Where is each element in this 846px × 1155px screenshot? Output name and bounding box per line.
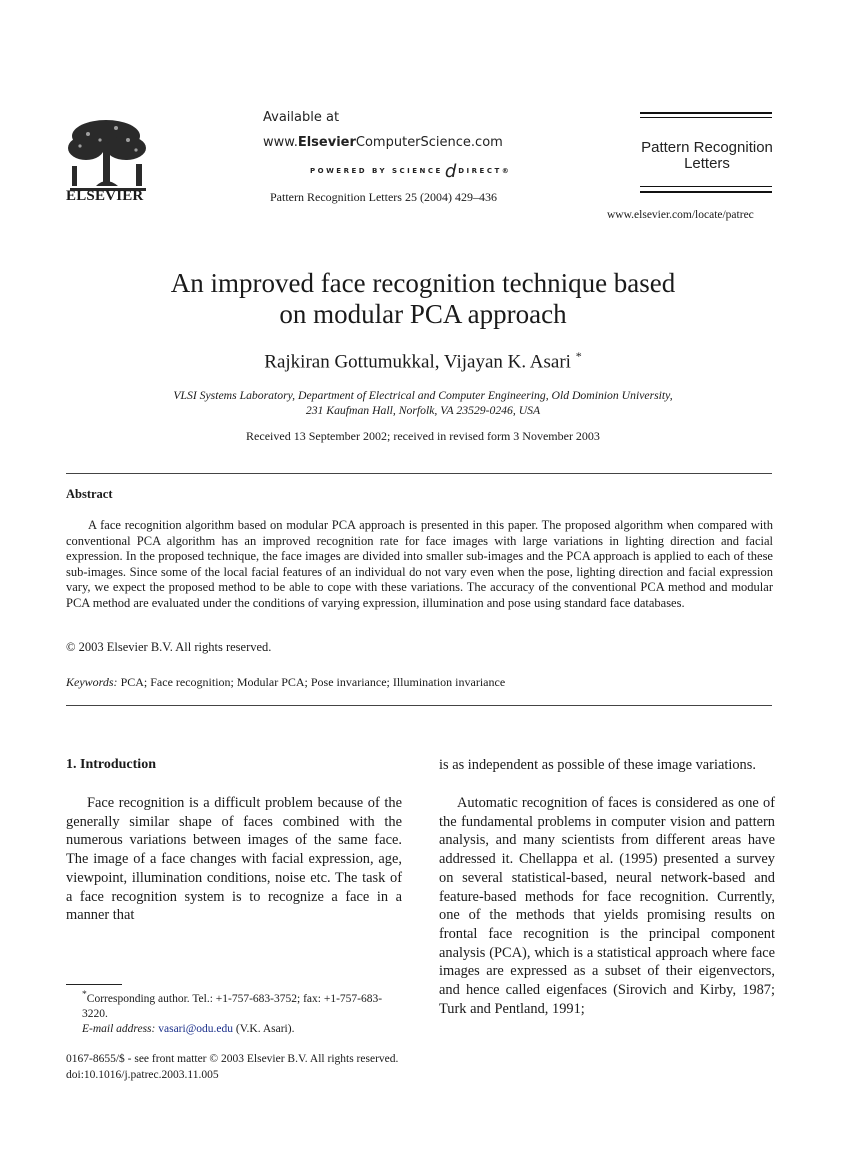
journal-logo-line1: Pattern Recognition (641, 139, 773, 156)
issn-line: 0167-8655/$ - see front matter © 2003 Elsevier B.V. All rights reserved. (66, 1053, 399, 1065)
sciencedirect-d-icon: d (444, 161, 457, 182)
affiliation-line1: VLSI Systems Laboratory, Department of Electrical and Computer Engineering, Old Dominion University, (173, 389, 673, 402)
keywords-list: PCA; Face recognition; Modular PCA; Pose invariance; Illumination invariance (120, 675, 506, 689)
front-matter-info (66, 1051, 398, 1083)
abstract-text: A face recognition algorithm based on modular PCA approach is presented in this paper. The proposed algorithm when compared with conventional PCA algorithm has an improved recognition rate for face images with large variations in lighting direction and facial expression. In the proposed technique, the face images are divided into smaller sub-images and the PCA approach is applied to each of these sub-images. Since some of the local facial features of an individual do not vary even when the pose, lighting direction and facial expression vary, we expect the proposed method to be able to cope with these variations. The accuracy of the conventional PCA method and modular PCA method are evaluated under the conditions of varying expression, illumination and pose using standard face databases. (66, 518, 773, 610)
author-affiliation (0, 388, 846, 418)
abstract-bottom-rule (66, 705, 772, 706)
keywords-label: Keywords: (66, 675, 118, 689)
article-title-line2: on modular PCA approach (279, 299, 567, 329)
intro-left-paragraph: Face recognition is a difficult problem because of the generally similar shape of faces combined with the numerous variations between images of the same face. The image of a face changes with facial expression, age, viewpoint, illumination conditions, noise etc. The task of a face recognition system is to recognize a face in a manner that (66, 795, 402, 924)
intro-right-paragraph-1: is as independent as possible of these image variations. (439, 757, 756, 773)
footnote-email-line (66, 1022, 404, 1037)
footnote-contact (66, 987, 404, 1022)
site-suffix: ComputerScience.com (355, 135, 503, 150)
journal-logo-rule-top (640, 112, 772, 114)
email-label: E-mail address: (82, 1022, 156, 1035)
keywords-line (66, 675, 505, 690)
available-at-label: Available at (263, 110, 340, 125)
email-suffix: (V.K. Asari). (235, 1022, 295, 1035)
journal-logo-line2: Letters (684, 155, 730, 172)
article-title-line1: An improved face recognition technique based (170, 268, 676, 298)
abstract-top-rule (66, 473, 772, 474)
email-link[interactable]: vasari@odu.edu (158, 1022, 234, 1035)
publisher-wordmark: ELSEVIER (66, 188, 144, 204)
doi-line[interactable]: doi:10.1016/j.patrec.2003.11.005 (66, 1069, 219, 1081)
footnote-mark: * (82, 989, 87, 1000)
journal-logo-title (640, 140, 774, 172)
author-names: Rajkiran Gottumukkal, Vijayan K. Asari (264, 351, 571, 373)
abstract-heading: Abstract (66, 487, 113, 501)
abstract-copyright: © 2003 Elsevier B.V. All rights reserved. (66, 640, 272, 654)
section-heading: 1. Introduction (66, 757, 156, 772)
site-prefix: www. (263, 135, 298, 150)
footnote-text: Corresponding author. Tel.: +1-757-683-3752; fax: +1-757-683-3220. (82, 992, 383, 1020)
article-authors (0, 349, 846, 373)
corresponding-author-footnote (66, 987, 404, 1037)
sciencedirect-site-link[interactable] (263, 135, 503, 150)
journal-logo-rule-top-thin (640, 117, 772, 118)
site-brand: Elsevier (297, 135, 356, 150)
powered-left: POWERED BY SCIENCE (310, 167, 443, 175)
received-dates: Received 13 September 2002; received in revised form 3 November 2003 (246, 429, 600, 443)
corresponding-author-mark[interactable]: * (575, 349, 582, 363)
article-title (0, 268, 846, 330)
journal-logo-rule-bottom-thin (640, 186, 772, 187)
journal-url-link[interactable]: www.elsevier.com/locate/patrec (607, 209, 754, 221)
journal-logo-rule-bottom (640, 191, 772, 193)
powered-by-sciencedirect (310, 161, 511, 182)
footnote-rule (66, 984, 122, 985)
intro-right-paragraph-2: Automatic recognition of faces is considered as one of the fundamental problems in computer vision and pattern analysis, and many scientists from different areas have addressed it. Chellappa et al. (1995) presented a survey on several statistical-based, neural network-based and feature-based methods for face recognition. Currently, one of the methods that yields promising results on frontal face recognition is the principal component analysis (PCA), which is a statistical approach where face images are expressed as a subset of their eigenvectors, and hence called eigenfaces (Sirovich and Kirby, 1987; Turk and Pentland, 1991; (439, 795, 775, 1017)
powered-right: DIRECT® (458, 167, 512, 175)
journal-citation: Pattern Recognition Letters 25 (2004) 429–436 (270, 190, 497, 204)
affiliation-line2: 231 Kaufman Hall, Norfolk, VA 23529-0246, USA (305, 404, 541, 417)
